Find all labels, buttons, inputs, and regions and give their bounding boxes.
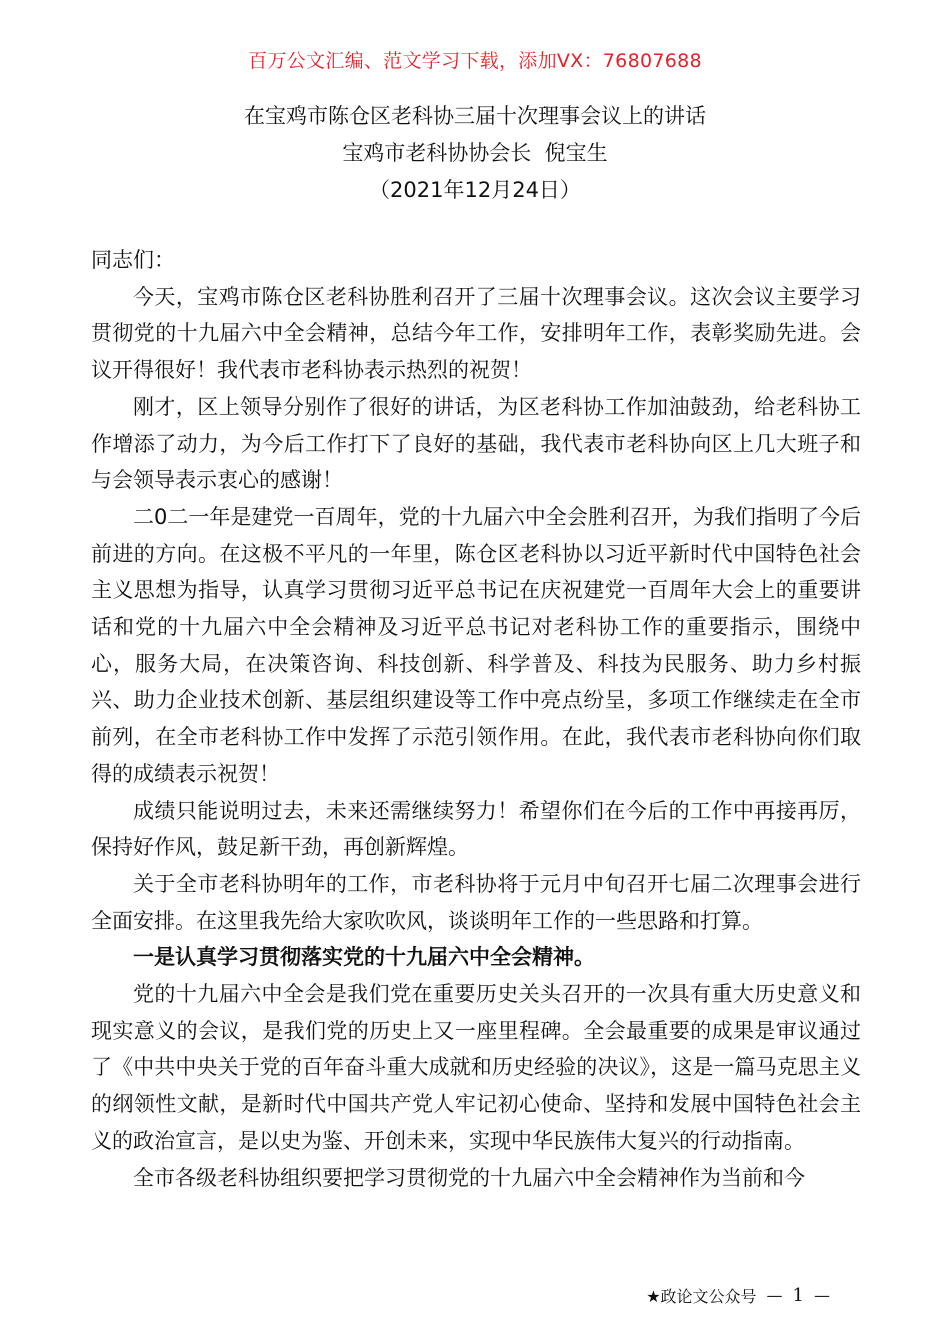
paragraph: 今天，宝鸡市陈仓区老科协胜利召开了三届十次理事会议。这次会议主要学习贯彻党的十九届六中全会精神，总结今年工作，安排明年工作，表彰奖励先进。会议开得很好！我代表市老科协表示热烈的祝贺！ — [91, 284, 861, 383]
page-footer — [646, 1284, 830, 1307]
speaker-line: 宝鸡市老科协协会长 倪宝生 — [342, 141, 608, 165]
footer-dash-left: — — [766, 1286, 783, 1305]
watermark-banner: 百万公文汇编、范文学习下载，添加VX：76807688 — [248, 50, 702, 72]
document-body — [91, 242, 861, 1196]
paragraph: 全市各级老科协组织要把学习贯彻党的十九届六中全会精神作为当前和今 — [133, 1165, 805, 1190]
footer-source: ★政论文公众号 — [646, 1287, 757, 1306]
footer-dash-right: — — [814, 1286, 830, 1305]
speech-date: （2021年12月24日） — [369, 178, 581, 202]
section-heading: 一是认真学习贯彻落实党的十九届六中全会精神。 — [133, 945, 595, 970]
paragraph: 党的十九届六中全会是我们党在重要历史关头召开的一次具有重大历史意义和现实意义的会议，是我们党的历史上又一座里程碑。全会最重要的成果是审议通过了《中共中央关于党的百年奋斗重大成就和历史经验的决议》，这是一篇马克思主义的纲领性文献，是新时代中国共产党人牢记初心使命、坚持和发展中国特色社会主义的政治宣言，是以史为鉴、开创未来，实现中华民族伟大复兴的行动指南。 — [91, 982, 861, 1153]
paragraph: 二0二一年是建党一百周年，党的十九届六中全会胜利召开，为我们指明了今后前进的方向。在这极不平凡的一年里，陈仓区老科协以习近平新时代中国特色社会主义思想为指导，认真学习贯彻习近平总书记在庆祝建党一百周年大会上的重要讲话和党的十九届六中全会精神及习近平总书记对老科协工作的重要指示，围绕中心，服务大局，在决策咨询、科技创新、科学普及、科技为民服务、助力乡村振兴、助力企业技术创新、基层组织建设等工作中亮点纷呈，多项工作继续走在全市前列，在全市老科协工作中发挥了示范引领作用。在此，我代表市老科协向你们取得的成绩表示祝贺！ — [91, 504, 861, 786]
page-number: 1 — [792, 1285, 804, 1306]
speech-title: 在宝鸡市陈仓区老科协三届十次理事会议上的讲话 — [244, 104, 706, 128]
paragraph: 关于全市老科协明年的工作，市老科协将于元月中旬召开七届二次理事会进行全面安排。在这里我先给大家吹吹风，谈谈明年工作的一些思路和打算。 — [91, 871, 861, 933]
paragraph: 刚才，区上领导分别作了很好的讲话，为区老科协工作加油鼓劲，给老科协工作增添了动力，为今后工作打下了良好的基础，我代表市老科协向区上几大班子和与会领导表示衷心的感谢！ — [91, 394, 861, 493]
title-block — [0, 98, 950, 209]
salutation: 同志们： — [91, 248, 175, 272]
paragraph: 成绩只能说明过去，未来还需继续努力！希望你们在今后的工作中再接再厉，保持好作风，鼓足新干劲，再创新辉煌。 — [91, 798, 861, 860]
